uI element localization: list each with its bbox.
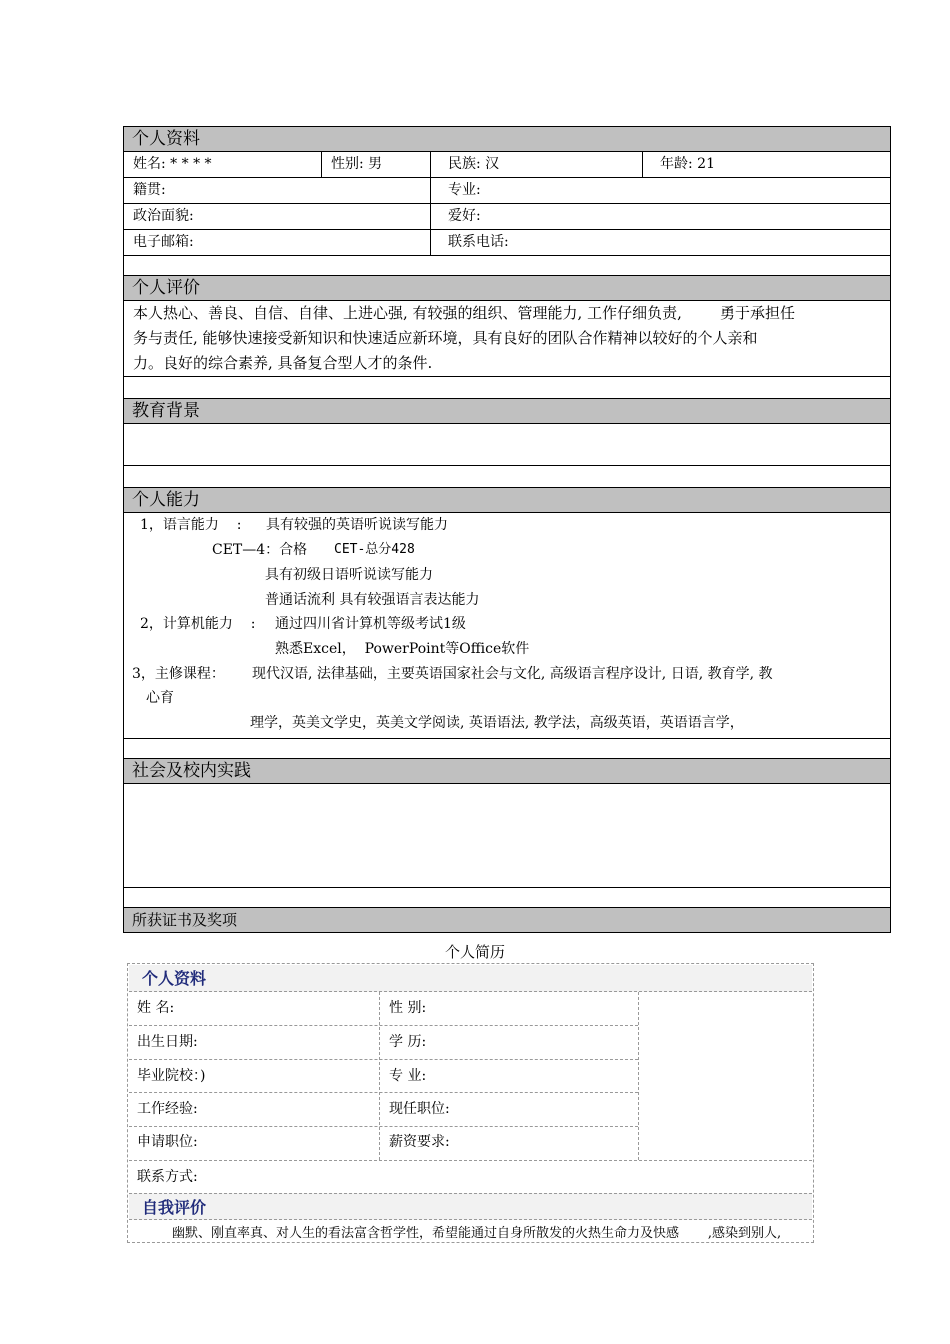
section-heading-self-evaluation-2: 自我评价	[129, 1193, 812, 1220]
computer-ability-office: 熟悉Excel， PowerPoint等Office软件	[275, 641, 530, 657]
hobbies-field: 爱好:	[430, 204, 890, 229]
language-ability-label: 1，语言能力 :	[140, 517, 242, 533]
section-heading-abilities: 个人能力	[124, 488, 890, 513]
experience-field: 工作经验:	[137, 1101, 198, 1117]
salary-field: 薪资要求:	[389, 1134, 450, 1150]
abilities-content	[124, 513, 890, 739]
apply-position-field: 申请职位:	[137, 1134, 198, 1150]
self-evaluation-line-2: 务与责任, 能够快速接受新知识和快速适应新环境，具有良好的团队合作精神以较好的个人亲和	[133, 329, 758, 347]
self-evaluation-text	[124, 301, 890, 377]
practice-content	[124, 784, 890, 888]
major-field-2: 专 业:	[389, 1068, 427, 1084]
hometown-field: 籍贯:	[133, 182, 166, 198]
education-content	[124, 424, 890, 466]
courses-label: 3，主修课程：	[132, 666, 225, 682]
major-field: 专业:	[430, 178, 890, 203]
grid-line	[129, 1160, 812, 1161]
spacer-row	[124, 888, 890, 908]
age-field: 年龄: 21	[642, 152, 890, 177]
courses-line-2: 理学，英美文学史，英美文学阅读, 英语语法, 教学法，高级英语，英语语言学，	[250, 715, 744, 731]
info-row-4	[124, 230, 890, 256]
section-heading-personal-info: 个人资料	[124, 127, 890, 152]
contact-field: 联系方式:	[137, 1169, 198, 1185]
school-field: 毕业院校：)	[137, 1068, 206, 1084]
self-evaluation-text-2: 幽默、刚直率真、对人生的看法富含哲学性，希望能通过自身所散发的火热生命力及快感 ,感染到别人,	[172, 1226, 782, 1241]
spacer-row	[124, 256, 890, 276]
resume-2-title: 个人简历	[444, 943, 505, 961]
language-ability-english: 具有较强的英语听说读写能力	[266, 517, 448, 533]
info-row-2	[124, 178, 890, 204]
self-evaluation-line-1: 本人热心、善良、自信、自律、上进心强, 有较强的组织、管理能力, 工作仔细负责, 勇于承担任	[133, 304, 795, 322]
cet-score: CET-总分428	[334, 542, 415, 557]
computer-ability-label: 2，计算机能力 :	[140, 616, 256, 632]
spacer-row	[124, 466, 890, 488]
resume-table-1	[123, 126, 891, 933]
spacer-row	[124, 377, 890, 399]
phone-field: 联系电话:	[430, 230, 890, 255]
info-row-3	[124, 204, 890, 230]
language-ability-mandarin: 普通话流利 具有较强语言表达能力	[265, 592, 480, 608]
computer-ability-exam: 通过四川省计算机等级考试1级	[275, 616, 466, 632]
name-field: 姓名: * * * *	[133, 156, 212, 172]
section-heading-education: 教育背景	[124, 399, 890, 424]
info-row-1	[124, 152, 890, 178]
cet-label: CET—4：合格	[212, 542, 308, 558]
birth-date-field: 出生日期:	[137, 1034, 198, 1050]
political-status-field: 政治面貌:	[133, 208, 194, 224]
self-evaluation-line-3: 力。良好的综合素养, 具备复合型人才的条件.	[133, 354, 433, 372]
language-ability-japanese: 具有初级日语听说读写能力	[265, 567, 433, 583]
email-field: 电子邮箱:	[133, 234, 194, 250]
courses-line-1: 现代汉语, 法律基础，主要英语国家社会与文化, 高级语言程序设计, 日语, 教育学, 教	[252, 666, 773, 682]
section-heading-personal-info-2: 个人资料	[129, 965, 812, 992]
ethnicity-field: 民族: 汉	[430, 152, 642, 177]
section-heading-practice: 社会及校内实践	[124, 759, 890, 784]
gender-field-2: 性 别:	[389, 1000, 427, 1016]
resume-table-2	[127, 963, 814, 1243]
spacer-row	[124, 739, 890, 759]
courses-wrap: 心育	[146, 690, 174, 706]
education-level-field: 学 历:	[389, 1034, 427, 1050]
current-position-field: 现任职位:	[389, 1101, 450, 1117]
section-heading-awards: 所获证书及奖项	[124, 908, 890, 932]
section-heading-self-evaluation: 个人评价	[124, 276, 890, 301]
grid-line	[638, 992, 639, 1160]
gender-field: 性别: 男	[321, 152, 430, 177]
name-field-2: 姓 名:	[137, 1000, 175, 1016]
